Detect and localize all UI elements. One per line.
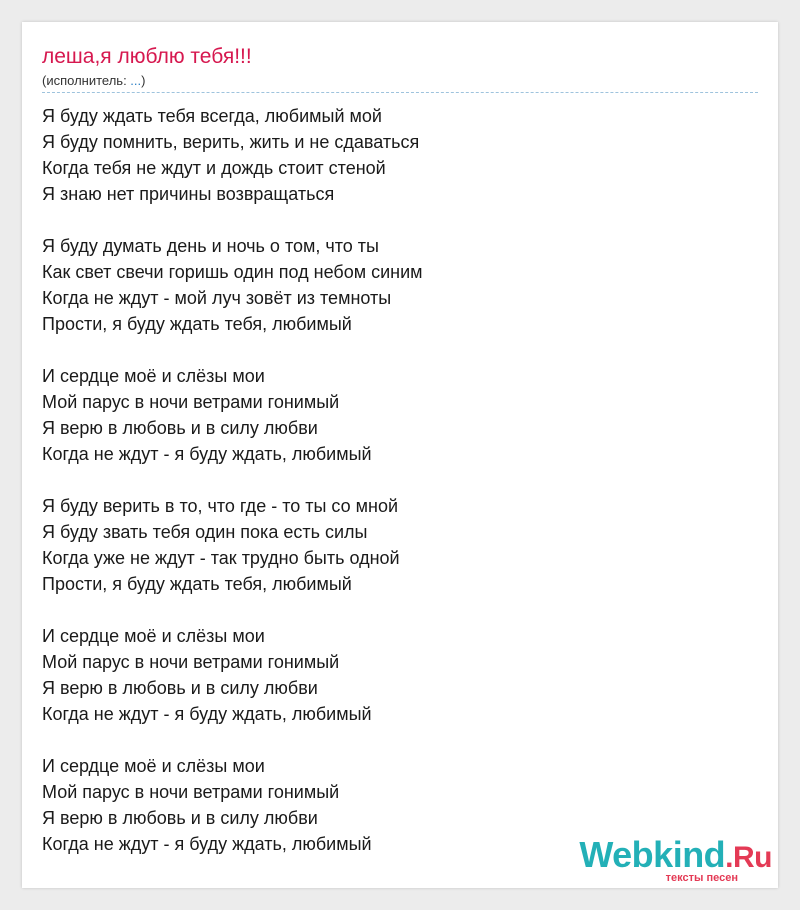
logo-wordmark <box>579 836 772 877</box>
lyric-line: Я буду помнить, верить, жить и не сдаваться <box>42 132 420 152</box>
artist-prefix: (исполнитель: <box>42 73 131 88</box>
webkind-logo[interactable] <box>579 836 772 884</box>
lyrics-card <box>22 22 778 888</box>
title-divider <box>42 92 758 93</box>
artist-suffix: ) <box>141 73 146 88</box>
lyric-line: Когда не ждут - мой луч зовёт из темноты <box>42 288 392 308</box>
lyric-line: Я буду звать тебя один пока есть силы <box>42 522 368 542</box>
artist-line <box>42 73 145 89</box>
lyric-line: Мой парус в ночи ветрами гонимый <box>42 392 340 412</box>
lyrics-stanza <box>42 103 423 207</box>
lyric-line: Я верю в любовь и в силу любви <box>42 418 318 438</box>
lyrics-stanza <box>42 363 423 467</box>
lyric-line: Я верю в любовь и в силу любви <box>42 678 318 698</box>
artist-link[interactable]: ... <box>130 73 142 88</box>
lyrics-stanza <box>42 493 423 597</box>
lyric-line: И сердце моё и слёзы мои <box>42 366 265 386</box>
logo-name: Webkind <box>579 834 726 875</box>
lyric-line: Прости, я буду ждать тебя, любимый <box>42 574 352 594</box>
lyric-line: Я знаю нет причины возвращаться <box>42 184 335 204</box>
lyric-line: Я буду ждать тебя всегда, любимый мой <box>42 106 382 126</box>
lyric-line: Мой парус в ночи ветрами гонимый <box>42 782 340 802</box>
lyric-line: Мой парус в ночи ветрами гонимый <box>42 652 340 672</box>
lyric-line: Я буду верить в то, что где - то ты со мной <box>42 496 399 516</box>
logo-tld: .Ru <box>725 841 772 874</box>
song-title: леша,я люблю тебя!!! <box>42 45 252 68</box>
logo-tagline: тексты песен <box>665 872 738 884</box>
lyric-line: Я верю в любовь и в силу любви <box>42 808 318 828</box>
lyric-line: Как свет свечи горишь один под небом синим <box>42 262 423 282</box>
lyric-line: Когда не ждут - я буду ждать, любимый <box>42 704 372 724</box>
lyric-line: И сердце моё и слёзы мои <box>42 626 265 646</box>
lyric-line: Когда тебя не ждут и дождь стоит стеной <box>42 158 386 178</box>
lyrics-body <box>42 103 423 883</box>
lyrics-stanza <box>42 753 423 857</box>
lyric-line: Я буду думать день и ночь о том, что ты <box>42 236 379 256</box>
lyric-line: Когда уже не ждут - так трудно быть одной <box>42 548 400 568</box>
lyrics-stanza <box>42 233 423 337</box>
lyric-line: Прости, я буду ждать тебя, любимый <box>42 314 352 334</box>
lyric-line: И сердце моё и слёзы мои <box>42 756 265 776</box>
lyric-line: Когда не ждут - я буду ждать, любимый <box>42 444 372 464</box>
lyrics-stanza <box>42 623 423 727</box>
lyric-line: Когда не ждут - я буду ждать, любимый <box>42 834 372 854</box>
